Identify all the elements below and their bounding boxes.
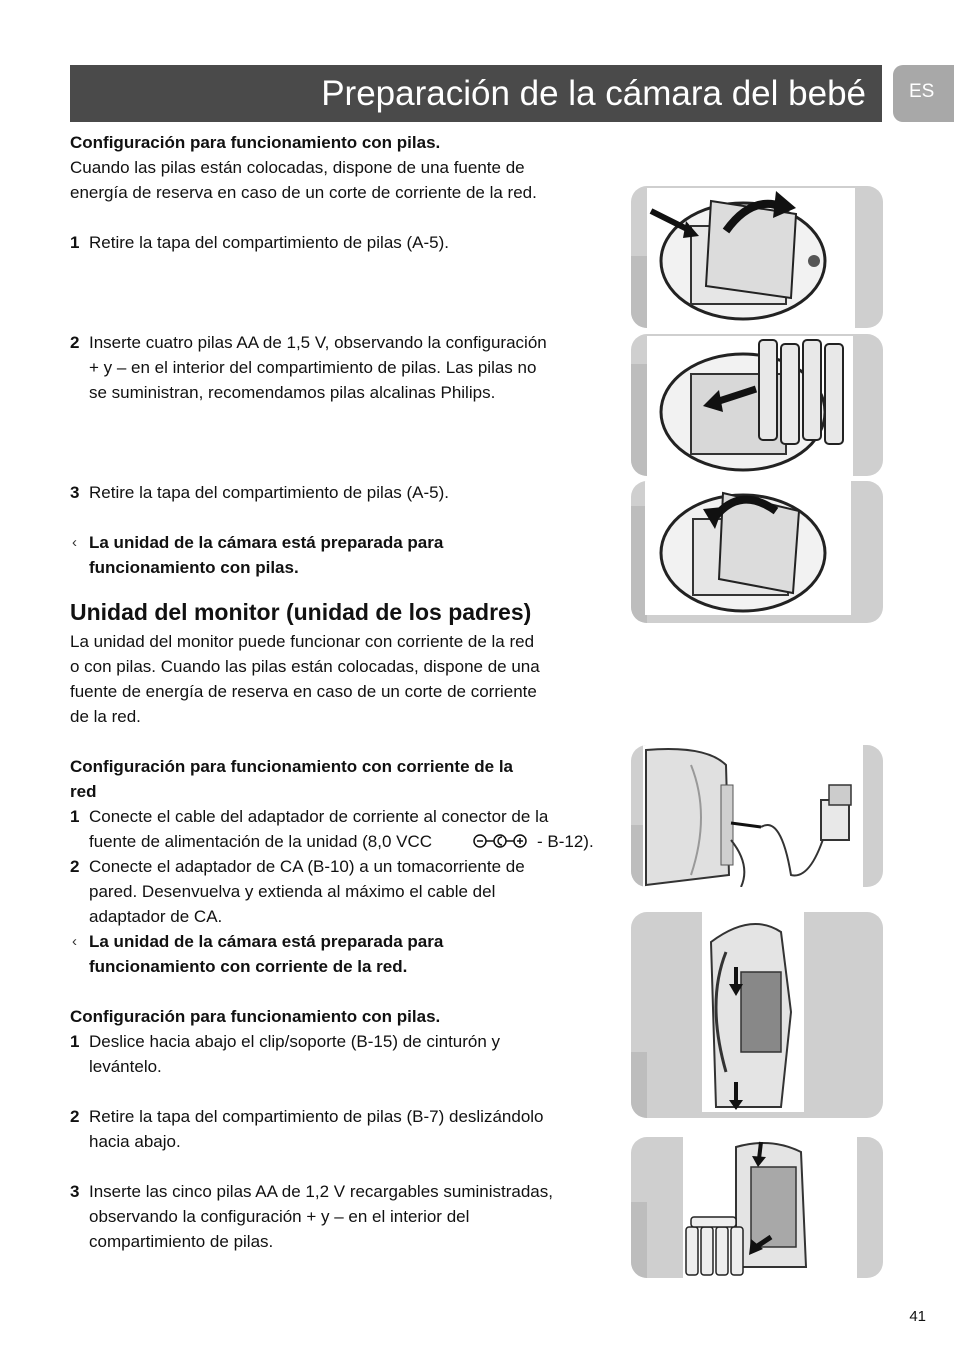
step-number: 1 [70,233,80,252]
step-text: Retire la tapa del compartimiento de pilas (B-7) deslizándolo [89,1107,544,1126]
step-text: compartimiento de pilas. [89,1232,274,1251]
step-number: 2 [70,1107,80,1126]
result-text: funcionamiento con corriente de la red. [89,957,408,976]
step-number: 1 [70,1032,80,1051]
page-title: Preparación de la cámara del bebé [321,74,866,113]
step-number: 3 [70,483,80,502]
monitor-intro-line: de la red. [70,707,141,726]
section-heading-monitor-battery: Configuración para funcionamiento con pilas. [70,1007,441,1026]
section-heading-monitor: Unidad del monitor (unidad de los padres) [70,599,532,625]
result-text: La unidad de la cámara está preparada para [89,533,444,552]
step-text: se suministran, recomendamos pilas alcalinas Philips. [89,383,496,402]
language-label: ES [909,81,935,102]
figure-camera-remove-cover [631,186,883,328]
camera-battery-intro-line: energía de reserva en caso de un corte de corriente de la red. [70,183,537,202]
result-text: funcionamiento con pilas. [89,558,299,577]
step-number: 1 [70,807,80,826]
camera-battery-intro-line: Cuando las pilas están colocadas, dispone de una fuente de [70,158,525,177]
step-text: observando la configuración + y – en el interior del [89,1207,470,1226]
result-marker: ‹ [72,534,77,551]
step-number: 2 [70,857,80,876]
step-text: Retire la tapa del compartimiento de pilas (A-5). [89,483,449,502]
language-tab [893,65,954,122]
section-heading-mains: Configuración para funcionamiento con corriente de la [70,757,514,776]
step-text: hacia abajo. [89,1132,181,1151]
step-number: 2 [70,333,80,352]
step-text: Conecte el adaptador de CA (B-10) a un tomacorriente de [89,857,525,876]
step-text: fuente de alimentación de la unidad (8,0 VCC [89,832,433,851]
step-text: Inserte las cinco pilas AA de 1,2 V recargables suministradas, [89,1182,553,1201]
step-text: Conecte el cable del adaptador de corriente al conector de la [89,807,549,826]
figure-monitor-insert-batteries [631,1137,883,1278]
step-text: levántelo. [89,1057,162,1076]
step-text: Deslice hacia abajo el clip/soporte (B-15) de cinturón y [89,1032,501,1051]
polarity-symbol-icon [472,833,538,849]
step-number: 3 [70,1182,80,1201]
section-heading-mains: red [70,782,97,801]
page-number: 41 [909,1308,926,1325]
step-text: + y – en el interior del compartimiento de pilas. Las pilas no [89,358,537,377]
step-text: Retire la tapa del compartimiento de pilas (A-5). [89,233,449,252]
step-text: - B-12). [537,832,594,851]
step-text: pared. Desenvuelva y extienda al máximo el cable del [89,882,496,901]
figure-monitor-belt-clip [631,912,883,1118]
header-bar [70,65,882,122]
monitor-intro-line: La unidad del monitor puede funcionar con corriente de la red [70,632,535,651]
result-text: La unidad de la cámara está preparada para [89,932,444,951]
step-text: Inserte cuatro pilas AA de 1,5 V, observando la configuración [89,333,547,352]
figure-monitor-mains-adapter [631,745,883,887]
monitor-intro-line: o con pilas. Cuando las pilas están colocadas, dispone de una [70,657,540,676]
monitor-intro-line: fuente de energía de reserva en caso de un corte de corriente [70,682,537,701]
step-text: adaptador de CA. [89,907,223,926]
section-heading-camera-battery: Configuración para funcionamiento con pilas. [70,133,441,152]
result-marker: ‹ [72,933,77,950]
figure-camera-insert-batteries [631,334,883,476]
figure-camera-replace-cover [631,481,883,623]
